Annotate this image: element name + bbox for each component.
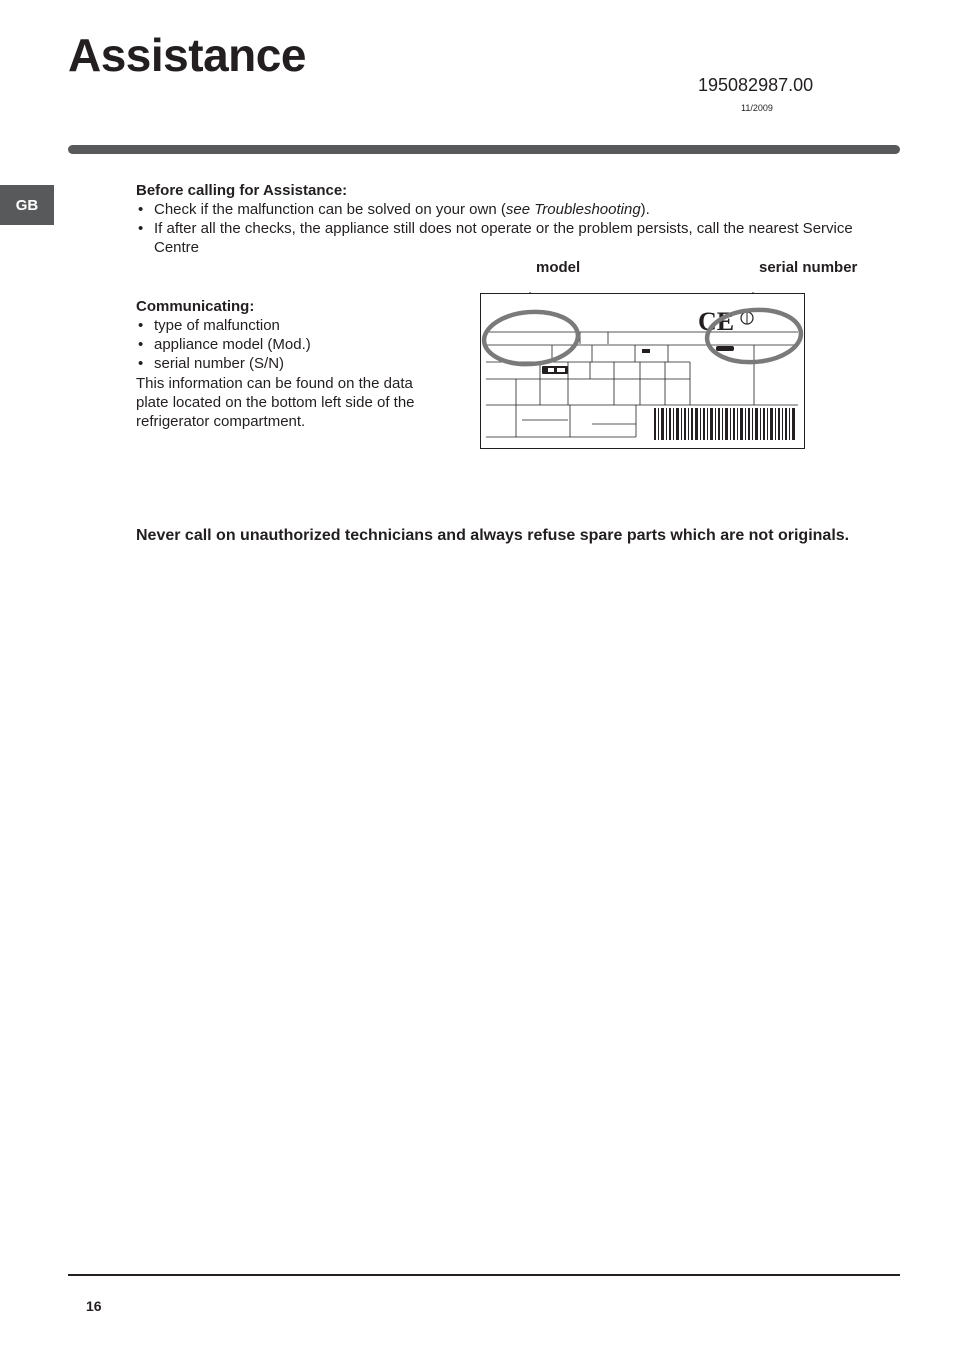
communicating-list [136,316,436,373]
document-number: 195082987.00 [698,75,814,95]
page-title: Assistance [68,29,306,81]
list-item: • type of malfunction [136,316,436,335]
before-calling-heading: Before calling for Assistance: [136,182,348,199]
document-date: 11/2009 [741,103,773,113]
troubleshooting-reference: see Troubleshooting [505,201,641,218]
ce-mark-icon: CE [698,307,735,336]
serial-number-label: serial number [759,259,858,276]
header-rule [68,145,900,154]
data-plate-diagram [480,292,806,450]
data-plate-info: This information can be found on the data plate located on the bottom left side of the refrigerator compartment. [136,375,415,430]
list-item: • If after all the checks, the appliance still does not operate or the problem persists, call the nearest Service Centre [136,219,888,257]
communicating-heading: Communicating: [136,298,255,315]
page-number: 16 [86,1298,102,1314]
model-label: model [536,259,581,276]
language-tab: GB [0,185,54,225]
footer-rule [68,1274,900,1276]
list-item: • serial number (S/N) [136,354,436,373]
list-item: • appliance model (Mod.) [136,335,436,354]
before-calling-list [136,200,888,257]
warning-text: Never call on unauthorized technicians and always refuse spare parts which are not originals. [136,527,850,544]
list-item: • Check if the malfunction can be solved on your own (see Troubleshooting). [136,200,888,219]
